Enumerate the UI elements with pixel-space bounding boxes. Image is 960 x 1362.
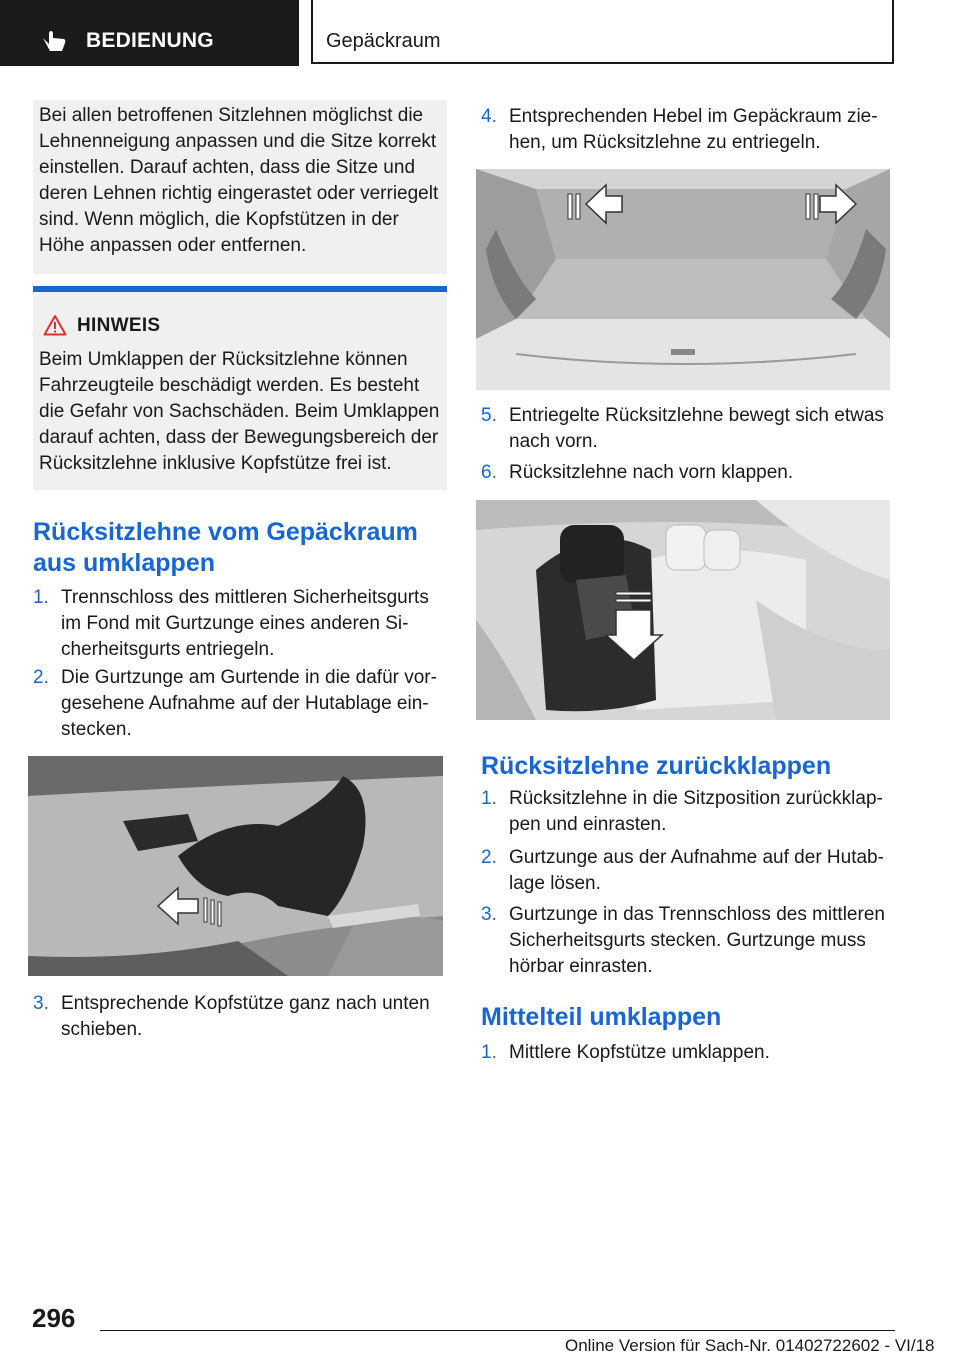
text-line: im Fond mit Gurtzunge eines anderen Si- — [61, 613, 409, 634]
text-line: Sicherheitsgurts stecken. Gurtzunge muss — [509, 930, 866, 951]
text-line: Rücksitzlehne inklusive Kopfstütze frei ist. — [39, 453, 392, 474]
step-text — [61, 665, 437, 743]
section-heading-fold-from-trunk — [33, 517, 418, 579]
footer-rule — [100, 1330, 895, 1331]
step-text — [509, 403, 884, 455]
text-line: hörbar einrasten. — [509, 956, 653, 977]
step-number: 4. — [481, 106, 497, 127]
text-line: cherheitsgurts entriegeln. — [61, 639, 275, 660]
text-line: Trennschloss des mittleren Sicherheitsgurts — [61, 587, 429, 608]
section-heading-fold-back: Rücksitzlehne zurückklappen — [481, 752, 832, 780]
step-text — [61, 991, 430, 1043]
section-heading-middle-part: Mittelteil umklappen — [481, 1003, 722, 1031]
rear-seat-fold-illustration — [476, 500, 890, 720]
text-line: Gurtzunge aus der Aufnahme auf der Hutab- — [509, 847, 884, 868]
step-text — [509, 1040, 770, 1066]
text-line: Mittlere Kopfstütze umklappen. — [509, 1042, 770, 1063]
step-number: 3. — [481, 904, 497, 925]
step-number: 1. — [481, 788, 497, 809]
hint-text — [39, 347, 439, 477]
warning-triangle-icon — [43, 314, 67, 336]
step-text — [509, 460, 793, 486]
text-line: Entsprechenden Hebel im Gepäckraum zie- — [509, 106, 878, 127]
header-section-label: BEDIENUNG — [86, 29, 214, 52]
heading-line: aus umklappen — [33, 549, 215, 577]
text-line: Entsprechende Kopfstütze ganz nach unten — [61, 993, 430, 1014]
text-line: Rücksitzlehne nach vorn klappen. — [509, 462, 794, 483]
text-line: Die Gurtzunge am Gurtende in die dafür vor- — [61, 667, 437, 688]
text-line: deren Lehnen richtig eingerastet oder verriegelt — [39, 183, 439, 204]
text-line: pen und einrasten. — [509, 814, 667, 835]
step-text — [509, 786, 883, 838]
text-line: stecken. — [61, 719, 132, 740]
step-number: 2. — [481, 847, 497, 868]
step-text — [509, 845, 884, 897]
text-line: Lehnenneigung anpassen und die Sitze korrekt — [39, 131, 437, 152]
hint-heading: HINWEIS — [77, 315, 161, 336]
text-line: Fahrzeugteile beschädigt werden. Es besteht — [39, 375, 420, 396]
text-line: lage lösen. — [509, 873, 601, 894]
step-text — [61, 585, 429, 663]
step-number: 2. — [33, 667, 49, 688]
luggage-compartment-illustration — [476, 169, 890, 390]
text-line: Entriegelte Rücksitzlehne bewegt sich etwas — [509, 405, 884, 426]
intro-paragraph — [39, 103, 438, 259]
text-line: die Gefahr von Sachschäden. Beim Umklappen — [39, 401, 440, 422]
text-line: Höhe anpassen oder entfernen. — [39, 235, 307, 256]
text-line: schieben. — [61, 1019, 143, 1040]
hand-pointer-icon — [40, 26, 68, 52]
step-number: 1. — [33, 587, 49, 608]
step-number: 3. — [33, 993, 49, 1014]
page-title: Gepäckraum — [326, 30, 441, 52]
footer-online-version: Online Version für Sach-Nr. 01402722602 - VI/18 — [565, 1336, 935, 1355]
text-line: sind. Wenn möglich, die Kopfstützen in der — [39, 209, 399, 230]
page-number: 296 — [32, 1303, 76, 1333]
text-line: Beim Umklappen der Rücksitzlehne können — [39, 349, 408, 370]
step-text — [509, 902, 885, 980]
step-number: 1. — [481, 1042, 497, 1063]
heading-line: Rücksitzlehne vom Gepäckraum — [33, 518, 418, 546]
text-line: nach vorn. — [509, 431, 598, 452]
text-line: Gurtzunge in das Trennschloss des mittleren — [509, 904, 885, 925]
text-line: Rücksitzlehne in die Sitzposition zurückklap- — [509, 788, 883, 809]
text-line: gesehene Aufnahme auf der Hutablage ein- — [61, 693, 429, 714]
parcel-shelf-belt-illustration — [28, 756, 443, 976]
text-line: Bei allen betroffenen Sitzlehnen möglichst die — [39, 105, 424, 126]
step-number: 5. — [481, 405, 497, 426]
text-line: hen, um Rücksitzlehne zu entriegeln. — [509, 132, 821, 153]
text-line: einstellen. Darauf achten, dass die Sitze und — [39, 157, 416, 178]
step-text — [509, 104, 878, 156]
step-number: 6. — [481, 462, 497, 483]
text-line: darauf achten, dass der Bewegungsbereich der — [39, 427, 439, 448]
